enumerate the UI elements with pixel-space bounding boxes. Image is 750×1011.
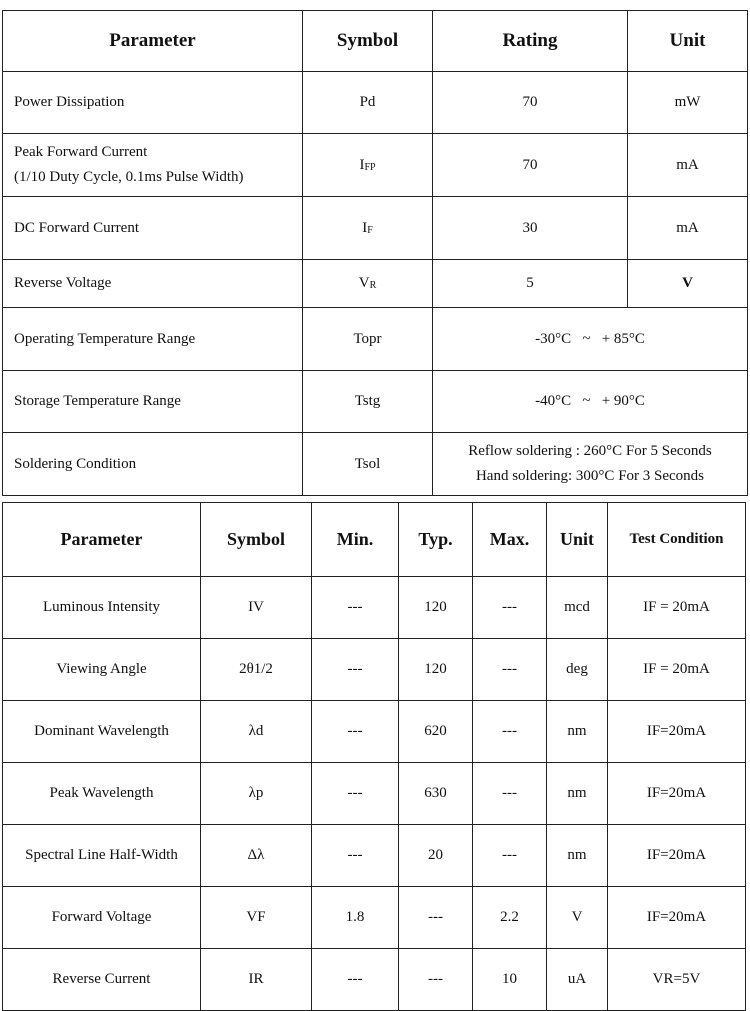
table-row [3, 639, 746, 701]
header-test-condition: Test Condition [608, 503, 746, 577]
min-cell: --- [312, 825, 399, 887]
test-condition-cell: IF=20mA [608, 701, 746, 763]
table-row [3, 825, 746, 887]
max-cell: 10 [473, 949, 547, 1011]
test-condition-cell: IF = 20mA [608, 577, 746, 639]
max-cell: --- [473, 763, 547, 825]
symbol-main: V [358, 275, 370, 291]
header-rating: Rating [433, 11, 628, 72]
rating-line: Reflow soldering : 260°C For 5 Seconds [468, 443, 712, 459]
rating-cell: 30 [433, 197, 628, 260]
unit-cell: mA [628, 134, 748, 197]
typ-cell: 620 [399, 701, 473, 763]
parameter-cell: Reverse Current [3, 949, 201, 1011]
unit-cell: nm [547, 825, 608, 887]
table-row [3, 197, 748, 260]
test-condition-cell: IF=20mA [608, 825, 746, 887]
unit-cell: nm [547, 701, 608, 763]
unit-cell: deg [547, 639, 608, 701]
parameter-cell: Soldering Condition [3, 433, 303, 496]
electrical-characteristics-table [2, 502, 746, 1011]
test-condition-cell: IF = 20mA [608, 639, 746, 701]
table-row [3, 134, 748, 197]
symbol-cell: Tsol [303, 433, 433, 496]
symbol-subscript: FP [364, 161, 376, 173]
test-condition-cell: IF=20mA [608, 887, 746, 949]
symbol-main: I [359, 156, 365, 173]
min-cell: --- [312, 763, 399, 825]
table-row [3, 72, 748, 134]
rating-line: Hand soldering: 300°C For 3 Seconds [475, 468, 705, 484]
table-row [3, 701, 746, 763]
header-row [3, 503, 746, 577]
header-symbol: Symbol [303, 11, 433, 72]
parameter-cell: Spectral Line Half-Width [3, 825, 201, 887]
min-cell: --- [312, 701, 399, 763]
parameter-cell: Reverse Voltage [3, 260, 303, 308]
table-row [3, 371, 748, 433]
unit-cell: V [547, 887, 608, 949]
typ-cell: --- [399, 887, 473, 949]
unit-cell: mcd [547, 577, 608, 639]
rating-cell: -40°C ~ + 90°C [433, 371, 748, 433]
header-min: Min. [312, 503, 399, 577]
table-row [3, 887, 746, 949]
symbol-cell: λd [201, 701, 312, 763]
rating-cell: 70 [433, 134, 628, 197]
header-symbol: Symbol [201, 503, 312, 577]
header-unit: Unit [628, 11, 748, 72]
symbol-cell [303, 260, 433, 308]
parameter-cell: Operating Temperature Range [3, 308, 303, 371]
typ-cell: 120 [399, 577, 473, 639]
rating-cell [433, 433, 748, 496]
symbol-cell: 2θ1/2 [201, 639, 312, 701]
min-cell: --- [312, 949, 399, 1011]
symbol-cell: λp [201, 763, 312, 825]
symbol-subscript: F [367, 224, 373, 236]
unit-cell: mA [628, 197, 748, 260]
unit-cell: mW [628, 72, 748, 134]
table-row [3, 433, 748, 496]
typ-cell: 630 [399, 763, 473, 825]
typ-cell: 120 [399, 639, 473, 701]
absolute-maximum-ratings-table [2, 10, 748, 496]
symbol-cell: IV [201, 577, 312, 639]
table-row [3, 949, 746, 1011]
symbol-cell: Topr [303, 308, 433, 371]
rating-cell: 70 [433, 72, 628, 134]
symbol-cell [303, 197, 433, 260]
max-cell: --- [473, 577, 547, 639]
parameter-cell: Storage Temperature Range [3, 371, 303, 433]
parameter-cell [3, 134, 303, 197]
header-typ: Typ. [399, 503, 473, 577]
parameter-cell: Forward Voltage [3, 887, 201, 949]
unit-cell: nm [547, 763, 608, 825]
test-condition-cell: IF=20mA [608, 763, 746, 825]
symbol-cell: Tstg [303, 371, 433, 433]
symbol-main: I [362, 219, 368, 236]
max-cell: 2.2 [473, 887, 547, 949]
symbol-cell: IR [201, 949, 312, 1011]
min-cell: --- [312, 639, 399, 701]
table-row [3, 308, 748, 371]
symbol-subscript: R [369, 280, 377, 291]
unit-cell: V [628, 260, 748, 308]
unit-cell: uA [547, 949, 608, 1011]
min-cell: 1.8 [312, 887, 399, 949]
max-cell: --- [473, 825, 547, 887]
parameter-cell: Peak Wavelength [3, 763, 201, 825]
parameter-line: (1/10 Duty Cycle, 0.1ms Pulse Width) [14, 169, 244, 185]
rating-cell: 5 [433, 260, 628, 308]
test-condition-cell: VR=5V [608, 949, 746, 1011]
max-cell: --- [473, 639, 547, 701]
header-unit: Unit [547, 503, 608, 577]
symbol-cell: VF [201, 887, 312, 949]
parameter-cell: Luminous Intensity [3, 577, 201, 639]
table-row [3, 763, 746, 825]
parameter-cell: Viewing Angle [3, 639, 201, 701]
min-cell: --- [312, 577, 399, 639]
symbol-cell [303, 134, 433, 197]
symbol-cell: Pd [303, 72, 433, 134]
max-cell: --- [473, 701, 547, 763]
header-max: Max. [473, 503, 547, 577]
header-parameter: Parameter [3, 503, 201, 577]
table-row [3, 260, 748, 308]
typ-cell: 20 [399, 825, 473, 887]
header-parameter: Parameter [3, 11, 303, 72]
parameter-cell: DC Forward Current [3, 197, 303, 260]
symbol-cell: Δλ [201, 825, 312, 887]
table-row [3, 577, 746, 639]
parameter-cell: Dominant Wavelength [3, 701, 201, 763]
rating-cell: -30°C ~ + 85°C [433, 308, 748, 371]
header-row [3, 11, 748, 72]
parameter-line: Peak Forward Current [14, 144, 148, 160]
parameter-cell: Power Dissipation [3, 72, 303, 134]
typ-cell: --- [399, 949, 473, 1011]
